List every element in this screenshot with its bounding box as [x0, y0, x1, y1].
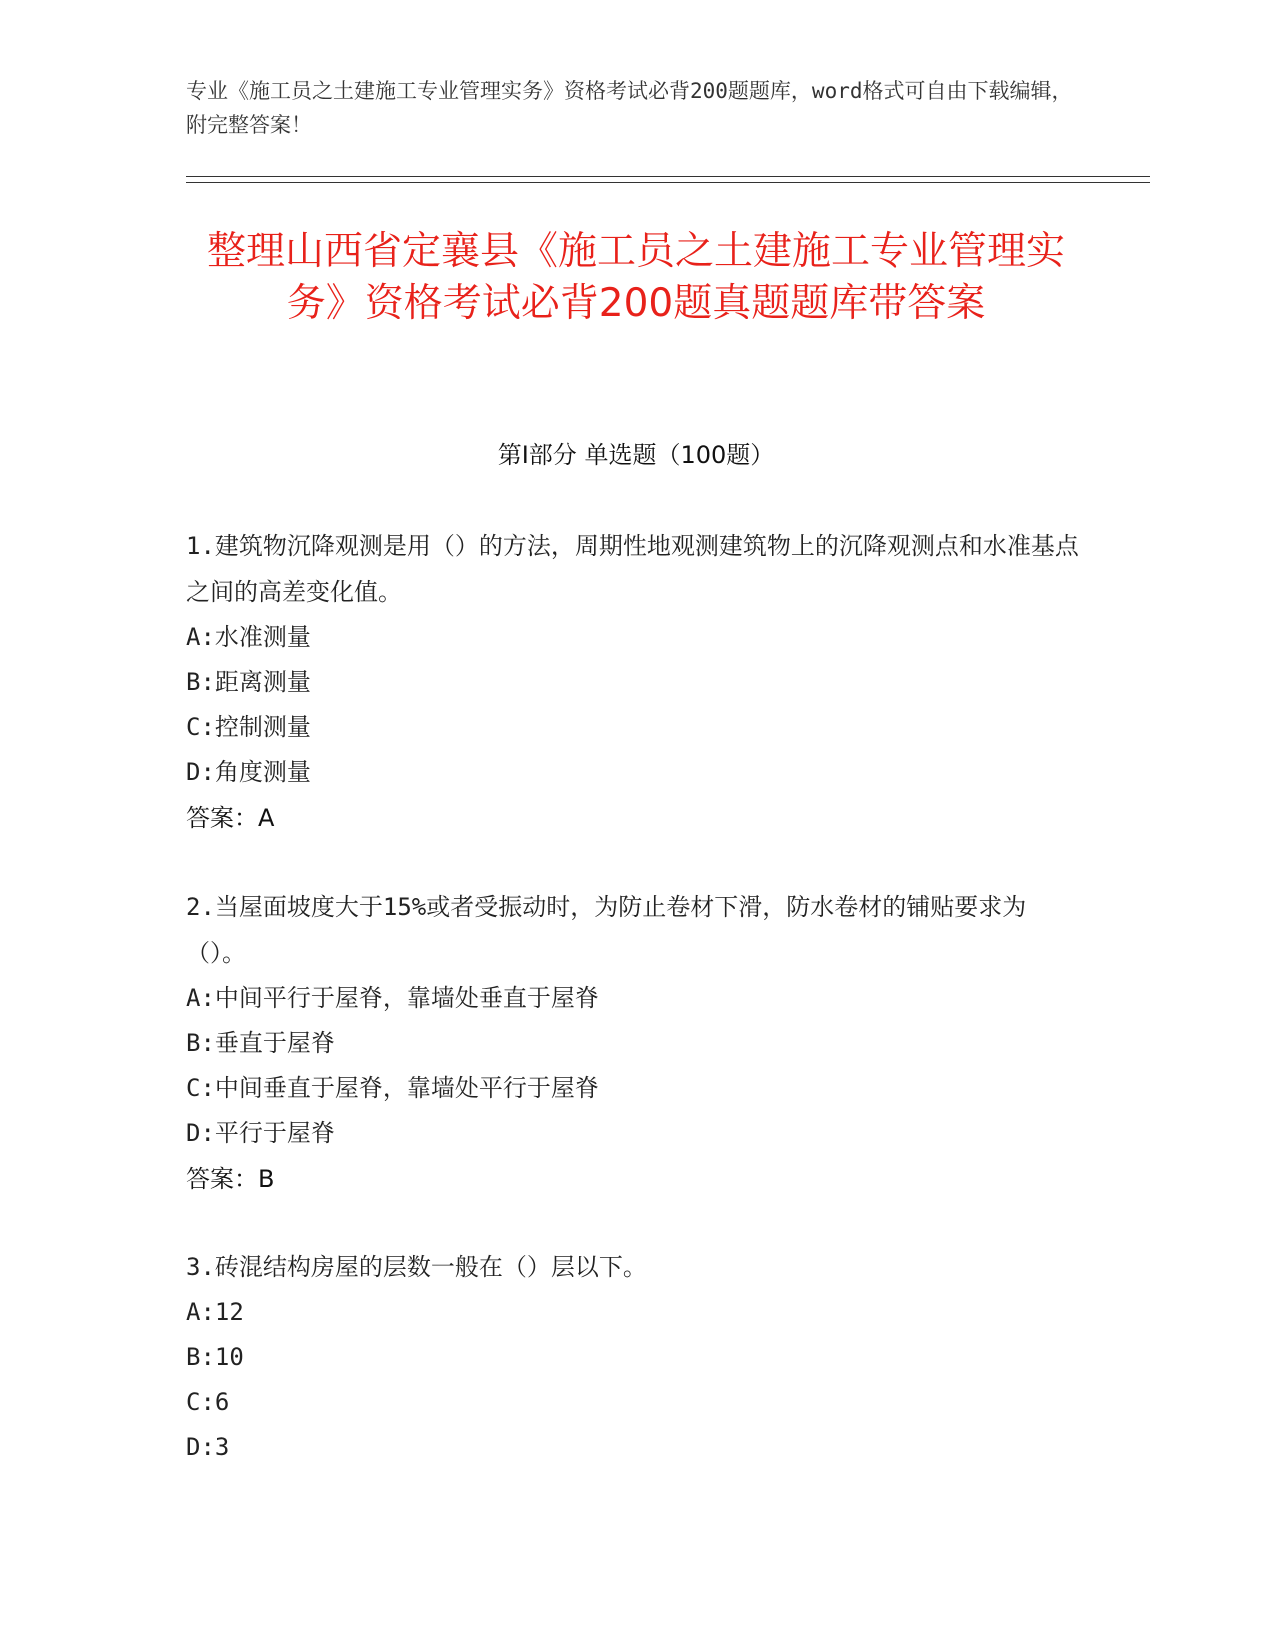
option-a: A:12 — [186, 1298, 244, 1326]
option-b: B:10 — [186, 1343, 244, 1371]
answer: 答案：A — [186, 804, 275, 832]
option-b: B:垂直于屋脊 — [186, 1029, 335, 1057]
question-2 — [186, 884, 1086, 1202]
option-a: A:中间平行于屋脊，靠墙处垂直于屋脊 — [186, 984, 599, 1012]
header-rule-top — [186, 176, 1150, 177]
option-c: C:控制测量 — [186, 713, 311, 741]
option-a: A:水准测量 — [186, 623, 311, 651]
option-d: D:角度测量 — [186, 758, 311, 786]
section-heading: 第I部分 单选题（100题） — [497, 441, 775, 469]
question-stem: 2.当屋面坡度大于15%或者受振动时，为防止卷材下滑，防水卷材的铺贴要求为（）。 — [186, 893, 1027, 967]
option-c: C:6 — [186, 1388, 230, 1416]
question-1 — [186, 523, 1086, 841]
question-3 — [186, 1244, 1086, 1470]
header-note: 专业《施工员之土建施工专业管理实务》资格考试必背200题题库，word格式可自由下载编辑，附完整答案！ — [186, 79, 1073, 137]
option-d: D:3 — [186, 1433, 230, 1461]
answer: 答案：B — [186, 1165, 275, 1193]
option-c: C:中间垂直于屋脊，靠墙处平行于屋脊 — [186, 1074, 599, 1102]
option-b: B:距离测量 — [186, 668, 311, 696]
question-stem: 1.建筑物沉降观测是用（）的方法，周期性地观测建筑物上的沉降观测点和水准基点之间的高差变化值。 — [186, 532, 1079, 606]
option-d: D:平行于屋脊 — [186, 1119, 335, 1147]
header-rule-bottom — [186, 182, 1150, 183]
document-title: 整理山西省定襄县《施工员之土建施工专业管理实务》资格考试必背200题真题题库带答案 — [206, 229, 1065, 326]
question-stem: 3.砖混结构房屋的层数一般在（）层以下。 — [186, 1253, 647, 1281]
